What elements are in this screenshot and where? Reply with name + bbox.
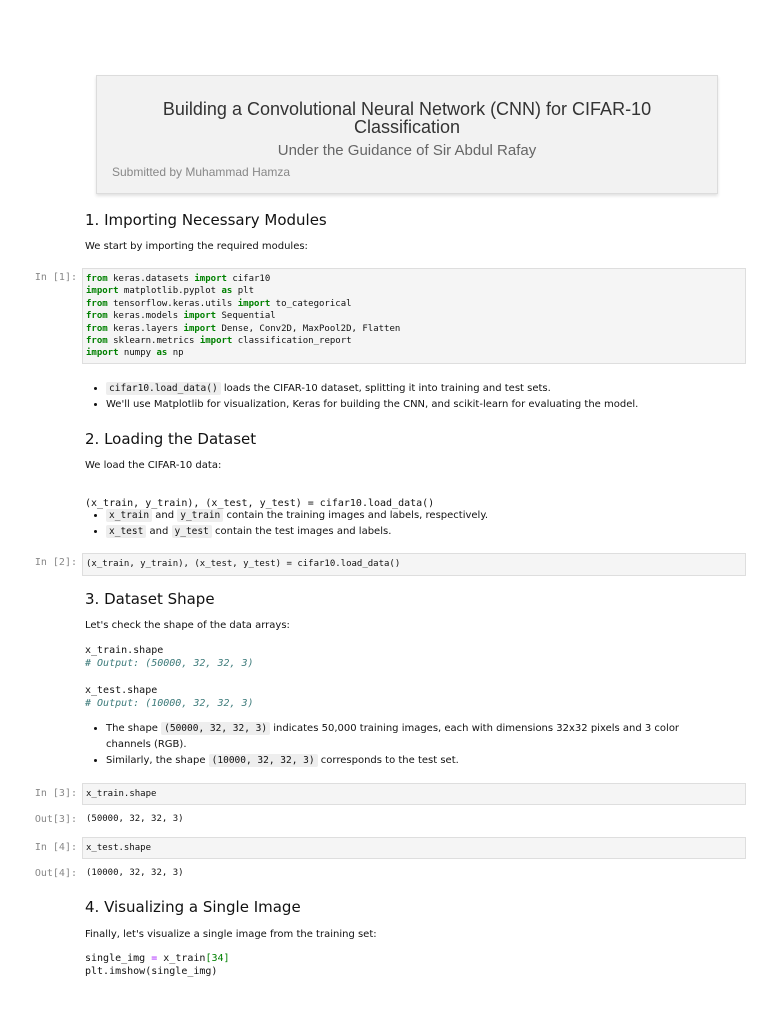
cell-3-prompt: In [3]: [34,788,77,799]
inline-code: x_test [106,525,146,538]
section-3-intro: Let's check the shape of the data arrays: [85,620,290,631]
bullet-text: contain the test images and labels. [211,526,392,537]
code-line [86,323,745,335]
code-cell-2[interactable] [82,553,746,576]
section-2-intro: We load the CIFAR-10 data: [85,460,222,471]
code-keyword: from [86,298,108,309]
code-line [86,298,745,310]
code-module: keras.models [107,311,184,322]
notebook-title: Building a Convolutional Neural Network (CNN) for CIFAR-10 Classification [162,99,652,137]
bullet-text: corresponds to the test set. [317,755,459,766]
code-cell-1[interactable] [82,268,746,364]
code-name: Sequential [216,311,276,322]
markdown-code-comment: # Output: (50000, 32, 32, 3) [85,658,254,669]
code-line [86,310,745,322]
notebook-author: Submitted by Muhammad Hamza [112,165,291,179]
code-name: cifar10 [226,274,271,284]
section-4-intro: Finally, let's visualize a single image from the training set: [85,929,377,940]
output-4: (10000, 32, 32, 3) [86,868,184,878]
section-3-bullets [88,721,726,769]
code-keyword: from [86,336,108,347]
code-module: sklearn.metrics [107,336,200,347]
cell-4-prompt: In [4]: [34,842,77,853]
bullet-text: and [146,526,172,537]
code-name: np [167,348,184,359]
bullet-text: We'll use Matplotlib for visualization, Keras for building the CNN, and scikit-learn for evaluating the model. [106,399,639,410]
code-name: plt [232,286,254,297]
code-keyword: from [86,274,108,284]
section-3-markdown-code-2 [85,684,254,710]
output-3: (50000, 32, 32, 3) [86,814,184,824]
list-item [106,397,726,413]
code-text: single_img [85,953,152,964]
code-operator: = [151,953,158,964]
code-text: plt.imshow(single_img) [85,966,218,977]
code-cell-3[interactable] [82,783,746,805]
bullet-text: loads the CIFAR-10 dataset, splitting it into training and test sets. [220,383,551,394]
code-module: keras.layers [107,323,184,334]
cell-2-prompt: In [2]: [34,557,77,568]
output-4-prompt: Out[4]: [34,868,77,879]
bullet-text: contain the training images and labels, respectively. [223,510,489,521]
code-keyword: import [183,323,217,334]
code-line [86,335,745,347]
code-index: [34] [205,953,230,964]
section-2-heading: 2. Loading the Dataset [85,430,257,448]
section-1-heading: 1. Importing Necessary Modules [85,211,327,229]
code-text: (x_train, y_train), (x_test, y_test) = cifar10.load_data() [86,559,401,569]
code-keyword: import [86,348,119,359]
bullet-text: and [152,510,178,521]
output-3-prompt: Out[3]: [34,814,77,825]
list-item [106,753,726,769]
section-1-intro: We start by importing the required modules: [85,241,308,252]
code-name: classification_report [232,336,352,347]
bullet-text: indicates 50,000 training images, each with dimensions 32x32 pixels and 3 color channels (RGB). [106,723,680,750]
code-text: x_test.shape [86,843,152,853]
list-item [106,524,726,540]
code-module: matplotlib.pyplot [118,286,222,297]
inline-code: cifar10.load_data() [106,382,221,395]
code-keyword: from [86,323,108,334]
markdown-code-text: x_test.shape [85,685,158,696]
code-name: Dense, Conv2D, MaxPool2D, Flatten [216,323,401,334]
section-3-heading: 3. Dataset Shape [85,590,215,608]
code-keyword: from [86,311,108,322]
code-text: x_train [157,953,206,964]
code-line [86,273,745,285]
inline-code: y_train [177,509,223,522]
list-item [106,721,726,753]
markdown-code-text: x_train.shape [85,645,164,656]
code-cell-4[interactable] [82,837,746,859]
code-module: numpy [118,348,157,359]
code-keyword: import [199,336,233,347]
bullet-text: Similarly, the shape [106,755,209,766]
code-name: to_categorical [270,298,352,309]
code-line [86,347,745,359]
bullet-text: The shape [106,723,162,734]
inline-code: x_train [106,509,152,522]
markdown-code-comment: # Output: (10000, 32, 32, 3) [85,698,254,709]
section-2-bullets [88,508,726,540]
code-line [86,285,745,297]
code-keyword: as [156,348,168,359]
section-4-heading: 4. Visualizing a Single Image [85,898,301,916]
code-module: tensorflow.keras.utils [107,298,238,309]
list-item [106,381,726,397]
code-text: x_train.shape [86,789,157,799]
markdown-code-text: (x_train, y_train), (x_test, y_test) = cifar10.load_data() [85,498,435,509]
inline-code: y_test [172,525,212,538]
section-1-bullets [88,381,726,413]
list-item [106,508,726,524]
code-keyword: as [221,286,233,297]
notebook-title-box [96,75,718,194]
section-2-markdown-code [85,484,434,510]
notebook-subtitle: Under the Guidance of Sir Abdul Rafay [277,142,537,159]
code-keyword: import [86,286,119,297]
inline-code: (10000, 32, 32, 3) [209,754,318,767]
code-keyword: import [194,274,227,284]
section-3-markdown-code-1 [85,644,254,670]
code-keyword: import [183,311,217,322]
inline-code: (50000, 32, 32, 3) [161,722,270,735]
code-keyword: import [237,298,271,309]
code-module: keras.datasets [107,274,195,284]
section-4-markdown-code [85,952,230,978]
cell-1-prompt: In [1]: [34,272,77,283]
